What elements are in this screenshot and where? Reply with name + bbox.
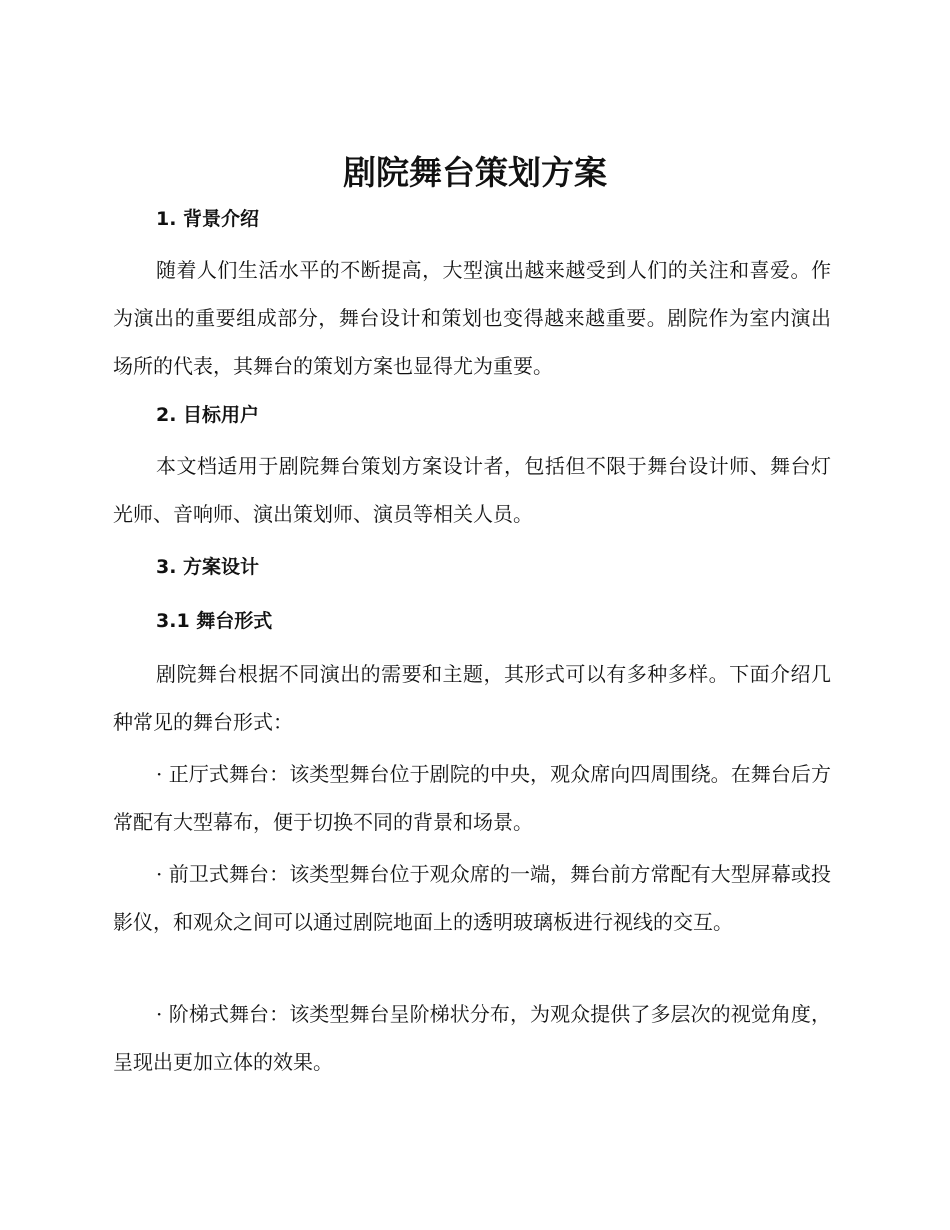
paragraph-background: 随着人们生活水平的不断提高，大型演出越来越受到人们的关注和喜爱。作为演出的重要组成部分，舞台设计和策划也变得越来越重要。剧院作为室内演出场所的代表，其舞台的策划方案也显得尤为重要。 — [113, 258, 831, 378]
page-title: 剧院舞台策划方案 — [343, 153, 607, 192]
section-heading-stage-form: 3.1 舞台形式 — [156, 610, 273, 632]
section-heading-plan-design: 3. 方案设计 — [156, 556, 260, 578]
paragraph-stage-form-intro: 剧院舞台根据不同演出的需要和主题，其形式可以有多种多样。下面介绍几种常见的舞台形式： — [113, 662, 831, 734]
paragraph-target-users: 本文档适用于剧院舞台策划方案设计者，包括但不限于舞台设计师、舞台灯光师、音响师、演出策划师、演员等相关人员。 — [113, 454, 831, 526]
section-heading-target-users: 2. 目标用户 — [156, 404, 260, 426]
list-item-proscenium-stage: · 正厅式舞台：该类型舞台位于剧院的中央，观众席向四周围绕。在舞台后方常配有大型幕布，便于切换不同的背景和场景。 — [113, 762, 831, 834]
list-item-avant-garde-stage: · 前卫式舞台：该类型舞台位于观众席的一端，舞台前方常配有大型屏幕或投影仪，和观众之间可以通过剧院地面上的透明玻璃板进行视线的交互。 — [113, 862, 831, 934]
list-item-stepped-stage: · 阶梯式舞台：该类型舞台呈阶梯状分布，为观众提供了多层次的视觉角度，呈现出更加立体的效果。 — [113, 1002, 831, 1074]
section-heading-background: 1. 背景介绍 — [156, 208, 260, 230]
